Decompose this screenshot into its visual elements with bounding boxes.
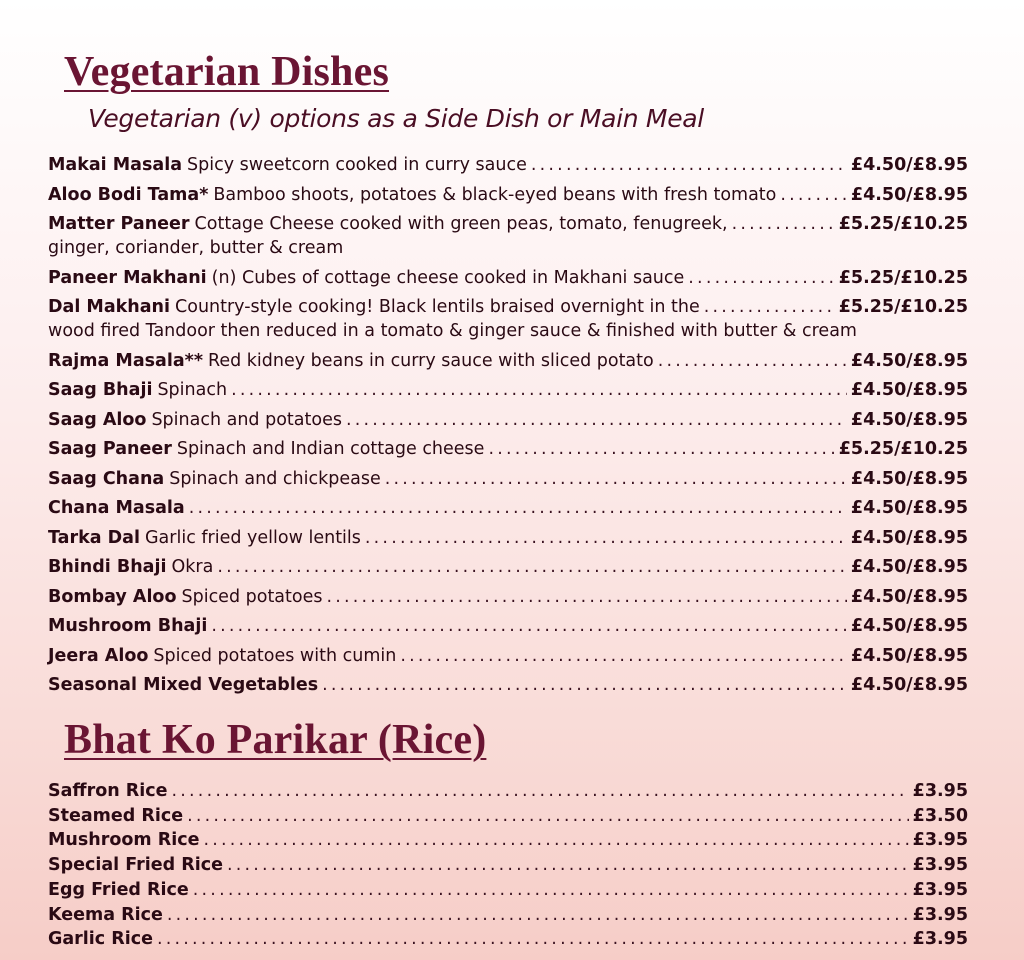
- menu-item-description: Spinach: [157, 380, 228, 400]
- vegetarian-subtitle: Vegetarian (v) options as a Side Dish or Main Meal: [88, 104, 704, 133]
- menu-item-description: Spinach and Indian cottage cheese: [176, 439, 485, 459]
- menu-item-description: Spinach and potatoes: [151, 409, 342, 430]
- vegetarian-section-title: Vegetarian Dishes: [64, 49, 390, 95]
- menu-item-line: [48, 614, 968, 638]
- menu-item-description-continued: ginger, coriander, butter & cream: [48, 238, 344, 258]
- rice-menu-list: [48, 779, 968, 952]
- menu-item-name: Saag Bhaji: [48, 380, 153, 400]
- menu-item-price: £4.50/£8.95: [850, 468, 968, 489]
- menu-item-name: Jeera Aloo: [48, 645, 149, 666]
- dot-leader: [704, 295, 835, 319]
- dot-leader: [531, 153, 847, 177]
- menu-item: [48, 927, 968, 952]
- menu-item: [48, 183, 968, 207]
- dot-leader: [488, 437, 834, 461]
- dot-leader: [189, 496, 847, 520]
- dot-leader: [400, 644, 847, 668]
- menu-item-name: Matter Paneer: [48, 214, 190, 234]
- menu-item-price: £4.50/£8.95: [850, 557, 968, 577]
- menu-item-price: £4.50/£8.95: [850, 409, 968, 430]
- menu-item: [48, 526, 968, 550]
- menu-item-name: Dal Makhani: [48, 297, 171, 317]
- menu-item-line: [48, 496, 968, 520]
- menu-item-line: [48, 853, 968, 878]
- menu-item-line: [48, 266, 968, 290]
- menu-item-description: Bamboo shoots, potatoes & black-eyed beans with fresh tomato: [213, 184, 777, 205]
- dot-leader: [322, 673, 847, 697]
- menu-item: [48, 378, 968, 402]
- dot-leader: [780, 183, 847, 207]
- menu-item-name: Special Fried Rice: [48, 855, 223, 876]
- dot-leader: [231, 378, 847, 402]
- dot-leader: [187, 804, 909, 829]
- menu-item: [48, 614, 968, 638]
- menu-item-price: £4.50/£8.95: [850, 350, 968, 371]
- menu-item-line: [48, 526, 968, 550]
- menu-item-description: Spiced potatoes with cumin: [153, 645, 397, 666]
- menu-item-line: [48, 183, 968, 207]
- menu-item-price: £3.95: [912, 781, 968, 801]
- menu-item: [48, 853, 968, 878]
- dot-leader: [658, 349, 847, 373]
- menu-item-price: £5.25/£10.25: [838, 267, 968, 288]
- menu-item-line: [48, 585, 968, 609]
- rice-section-title: Bhat Ko Parikar (Rice): [64, 717, 487, 763]
- menu-item-price: £3.95: [912, 855, 968, 876]
- menu-item-line: [48, 408, 968, 432]
- menu-item: [48, 585, 968, 609]
- menu-item-name: Saag Chana: [48, 468, 165, 489]
- menu-item-price: £3.50: [912, 805, 968, 826]
- dot-leader: [365, 526, 847, 550]
- dot-leader: [193, 878, 909, 903]
- dot-leader: [732, 212, 835, 236]
- menu-item-description: Country-style cooking! Black lentils braised overnight in the: [175, 297, 700, 317]
- menu-item-description: (n) Cubes of cottage cheese cooked in Makhani sauce: [211, 267, 685, 288]
- menu-item-line: [48, 779, 968, 804]
- menu-item-price: £4.50/£8.95: [850, 586, 968, 607]
- menu-item: [48, 555, 968, 579]
- menu-item-line: [48, 903, 968, 928]
- menu-item-line: [48, 555, 968, 579]
- dot-leader: [217, 555, 847, 579]
- menu-item: [48, 828, 968, 853]
- menu-item-description: Spiced potatoes: [181, 586, 323, 607]
- menu-item-name: Chana Masala: [48, 498, 185, 518]
- menu-item-line: [48, 878, 968, 903]
- menu-item-name: Saag Paneer: [48, 439, 172, 459]
- menu-item-description: Okra: [171, 557, 214, 577]
- menu-item-description: Spicy sweetcorn cooked in curry sauce: [187, 155, 527, 175]
- menu-item-name: Paneer Makhani: [48, 267, 207, 288]
- menu-item-line: [48, 927, 968, 952]
- menu-item-description-continued: wood fired Tandoor then reduced in a tomato & ginger sauce & finished with butter & cream: [48, 321, 857, 341]
- dot-leader: [211, 614, 847, 638]
- menu-item: [48, 408, 968, 432]
- dot-leader: [157, 927, 909, 952]
- menu-item-price: £4.50/£8.95: [850, 498, 968, 518]
- menu-item-description: Red kidney beans in curry sauce with sliced potato: [207, 350, 654, 371]
- menu-item: [48, 496, 968, 520]
- dot-leader: [172, 779, 909, 804]
- vegetarian-menu-list: [48, 153, 968, 703]
- menu-item: [48, 903, 968, 928]
- dot-leader: [227, 853, 909, 878]
- menu-item: [48, 878, 968, 903]
- menu-item-name: Steamed Rice: [48, 805, 184, 826]
- menu-item-price: £3.95: [912, 904, 968, 925]
- menu-item-line: [48, 349, 968, 373]
- menu-item: [48, 437, 968, 461]
- menu-item-line: [48, 295, 968, 319]
- menu-item: [48, 804, 968, 829]
- menu-item-name: Seasonal Mixed Vegetables: [48, 675, 319, 695]
- menu-item-name: Bhindi Bhaji: [48, 557, 167, 577]
- dot-leader: [688, 266, 834, 290]
- menu-item-price: £4.50/£8.95: [850, 184, 968, 205]
- menu-item-description: Garlic fried yellow lentils: [145, 527, 361, 548]
- menu-item-line: [48, 437, 968, 461]
- dot-leader: [167, 903, 909, 928]
- menu-item-price: £4.50/£8.95: [850, 527, 968, 548]
- menu-item-price: £3.95: [912, 830, 968, 851]
- menu-item-name: Saffron Rice: [48, 781, 168, 801]
- menu-item-name: Rajma Masala**: [48, 350, 203, 371]
- dot-leader: [326, 585, 846, 609]
- menu-item-name: Mushroom Bhaji: [48, 616, 208, 636]
- menu-item-price: £3.95: [912, 879, 968, 900]
- menu-item-name: Garlic Rice: [48, 929, 153, 950]
- menu-item: [48, 779, 968, 804]
- menu-item: [48, 295, 968, 343]
- menu-item: [48, 212, 968, 260]
- dot-leader: [346, 408, 847, 432]
- menu-item-name: Bombay Aloo: [48, 586, 177, 607]
- menu-item-name: Aloo Bodi Tama*: [48, 184, 209, 205]
- menu-item-line: [48, 467, 968, 491]
- menu-item-price: £3.95: [912, 929, 968, 950]
- menu-item: [48, 153, 968, 177]
- menu-item-name: Tarka Dal: [48, 527, 140, 548]
- menu-item-line: [48, 828, 968, 853]
- menu-item-price: £4.50/£8.95: [850, 380, 968, 400]
- menu-item: [48, 349, 968, 373]
- menu-item-line: [48, 378, 968, 402]
- menu-item: [48, 266, 968, 290]
- menu-item: [48, 644, 968, 668]
- menu-item-name: Egg Fried Rice: [48, 879, 189, 900]
- menu-item-price: £5.25/£10.25: [838, 214, 968, 234]
- menu-item-line: [48, 153, 968, 177]
- menu-item-description: Cottage Cheese cooked with green peas, tomato, fenugreek,: [194, 214, 728, 234]
- menu-item-name: Makai Masala: [48, 155, 183, 175]
- dot-leader: [203, 828, 908, 853]
- menu-item-name: Saag Aloo: [48, 409, 147, 430]
- menu-item: [48, 673, 968, 697]
- dot-leader: [385, 467, 847, 491]
- menu-item-price: £5.25/£10.25: [838, 297, 968, 317]
- menu-item-price: £4.50/£8.95: [850, 675, 968, 695]
- menu-item-line: [48, 804, 968, 829]
- menu-item-line: [48, 212, 968, 236]
- menu-item: [48, 467, 968, 491]
- menu-item-name: Mushroom Rice: [48, 830, 200, 851]
- menu-item-description: Spinach and chickpease: [169, 468, 381, 489]
- menu-item-name: Keema Rice: [48, 904, 163, 925]
- menu-item-line: [48, 644, 968, 668]
- menu-item-price: £4.50/£8.95: [850, 155, 968, 175]
- menu-item-price: £4.50/£8.95: [850, 645, 968, 666]
- menu-item-line: [48, 673, 968, 697]
- menu-item-price: £4.50/£8.95: [850, 616, 968, 636]
- menu-item-price: £5.25/£10.25: [838, 439, 968, 459]
